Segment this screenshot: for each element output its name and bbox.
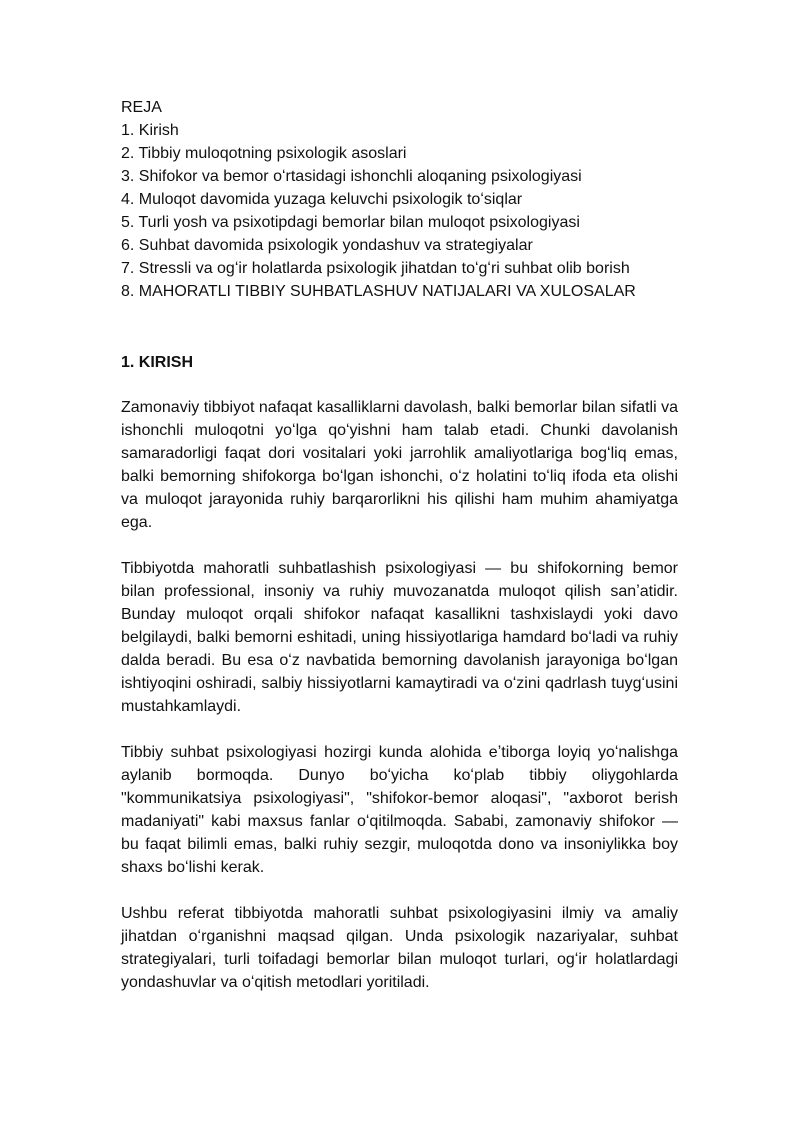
document-page: [121, 96, 678, 994]
intro-section: [121, 351, 678, 994]
plan-item: 4. Muloqot davomida yuzaga keluvchi psixologik toʻsiqlar: [121, 191, 523, 208]
plan-block: [121, 96, 678, 303]
plan-item: 5. Turli yosh va psixotipdagi bemorlar bilan muloqot psixologiyasi: [121, 214, 580, 231]
section-title: 1. KIRISH: [121, 354, 194, 371]
plan-heading: REJA: [121, 99, 162, 116]
paragraph: Tibbiyotda mahoratli suhbatlashish psixologiyasi — bu shifokorning bemor bilan professional, insoniy va ruhiy muvozanatda muloqot qilish sanʼatidir. Bunday muloqot orqali shifokor nafaqat kasallikni tashxislaydi yoki davo belgilaydi, balki bemorni eshitadi, uning hissiyotlariga hamdard boʻladi va ruhiy dalda beradi. Bu esa oʻz navbatida bemorning davolanish jarayoniga boʻlgan ishtiyoqini oshiradi, salbiy hissiyotlarni kamaytiradi va oʻzini qadrlash tuygʻusini mustahkamlaydi.: [121, 560, 678, 715]
paragraph: Ushbu referat tibbiyotda mahoratli suhbat psixologiyasini ilmiy va amaliy jihatdan oʻrganishni maqsad qilgan. Unda psixologik nazariyalar, suhbat strategiyalari, turli toifadagi bemorlar bilan muloqot turlari, ogʻir holatlardagi yondashuvlar va oʻqitish metodlari yoritiladi.: [121, 905, 678, 991]
plan-item: 7. Stressli va ogʻir holatlarda psixologik jihatdan toʻgʻri suhbat olib borish: [121, 260, 630, 277]
plan-item: 2. Tibbiy muloqotning psixologik asoslari: [121, 145, 407, 162]
paragraph: Zamonaviy tibbiyot nafaqat kasalliklarni davolash, balki bemorlar bilan sifatli va ishonchli muloqotni yoʻlga qoʻyishni ham talab etadi. Chunki davolanish samaradorligi faqat dori vositalari yoki jarrohlik amaliyotlariga bogʻliq emas, balki bemorning shifokorga boʻlgan ishonchi, oʻz holatini toʻliq ifoda eta olishi va muloqot jarayonida ruhiy barqarorlikni his qilishi ham muhim ahamiyatga ega.: [121, 399, 678, 531]
plan-item: 8. MAHORATLI TIBBIY SUHBATLASHUV NATIJALARI VA XULOSALAR: [121, 283, 636, 300]
plan-item: 3. Shifokor va bemor oʻrtasidagi ishonchli aloqaning psixologiyasi: [121, 168, 582, 185]
paragraph: Tibbiy suhbat psixologiyasi hozirgi kunda alohida eʼtiborga loyiq yoʻnalishga aylanib bormoqda. Dunyo boʻyicha koʻplab tibbiy oliygohlarda "kommunikatsiya psixologiyasi", "shifokor-bemor aloqasi", "axborot berish madaniyati" kabi maxsus fanlar oʻqitilmoqda. Sababi, zamonaviy shifokor — bu faqat bilimli emas, balki ruhiy sezgir, muloqotda dono va insoniylikka boy shaxs boʻlishi kerak.: [121, 744, 678, 876]
plan-item: 6. Suhbat davomida psixologik yondashuv va strategiyalar: [121, 237, 533, 254]
plan-item: 1. Kirish: [121, 122, 179, 139]
